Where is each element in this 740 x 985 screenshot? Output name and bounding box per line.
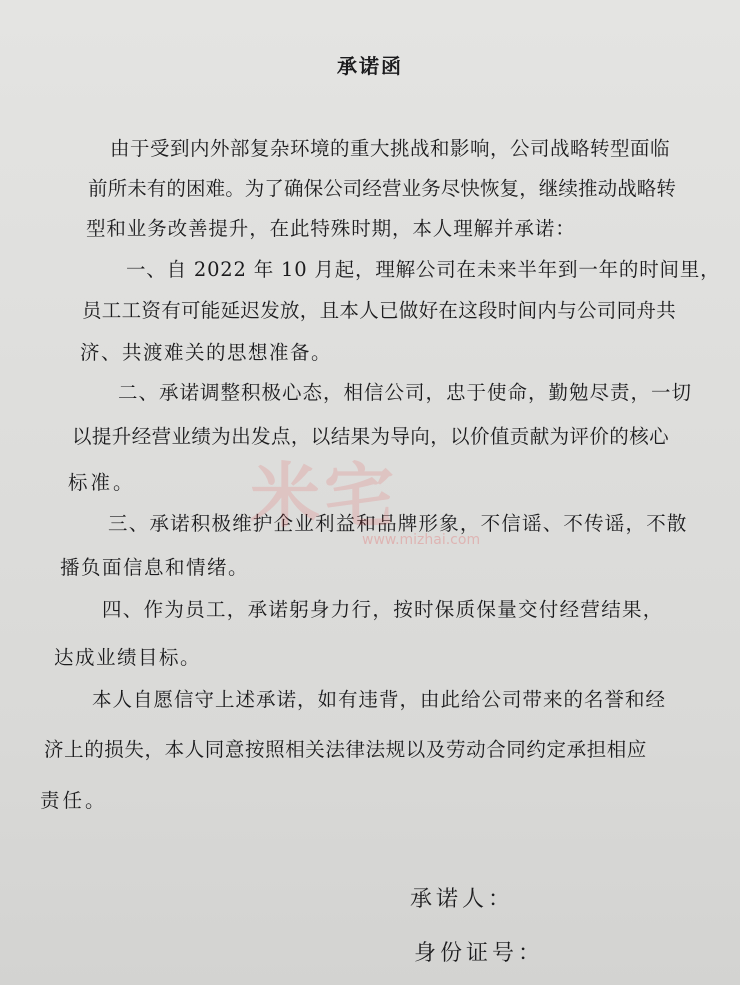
body-line: 以提升经营业绩为出发点，以结果为导向，以价值贡献为评价的核心 [72, 425, 670, 448]
body-line: 员工工资有可能延迟发放，且本人已做好在这段时间内与公司同舟共 [82, 299, 677, 322]
body-line: 一、自 2022 年 10 月起，理解公司在未来半年到一年的时间里， [126, 258, 721, 281]
signatory-label: 承诺人： [410, 887, 515, 912]
watermark-url: www.mizhai.com [362, 532, 481, 548]
body-line: 由于受到内外部复杂环境的重大挑战和影响，公司战略转型面临 [110, 137, 671, 160]
body-line: 四、作为员工，承诺躬身力行，按时保质保量交付经营结果， [102, 598, 664, 621]
body-line: 本人自愿信守上述承诺，如有违背，由此给公司带来的名誉和经 [92, 688, 667, 711]
watermark-logo: 米宅 [250, 455, 398, 537]
body-line: 二、承诺调整积极心态，相信公司，忠于使命，勤勉尽责，一切 [118, 381, 693, 404]
watermark [250, 440, 550, 560]
body-line: 达成业绩目标。 [54, 646, 202, 669]
body-line: 型和业务改善提升，在此特殊时期，本人理解并承诺： [86, 217, 576, 240]
body-line: 标准。 [68, 471, 136, 494]
body-line: 济、共渡难关的思想准备。 [80, 341, 333, 364]
document-title: 承诺函 [337, 54, 403, 78]
body-line: 前所未有的困难。为了确保公司经营业务尽快恢复，继续推动战略转 [88, 177, 677, 200]
body-line: 济上的损失，本人同意按照相关法律法规以及劳动合同约定承担相应 [44, 738, 648, 761]
body-line: 播负面信息和情绪。 [60, 556, 250, 579]
body-line: 责任。 [40, 789, 108, 812]
body-line: 三、承诺积极维护企业利益和品牌形象，不信谣、不传谣，不散 [108, 512, 688, 535]
id-number-label: 身份证号： [414, 941, 545, 966]
